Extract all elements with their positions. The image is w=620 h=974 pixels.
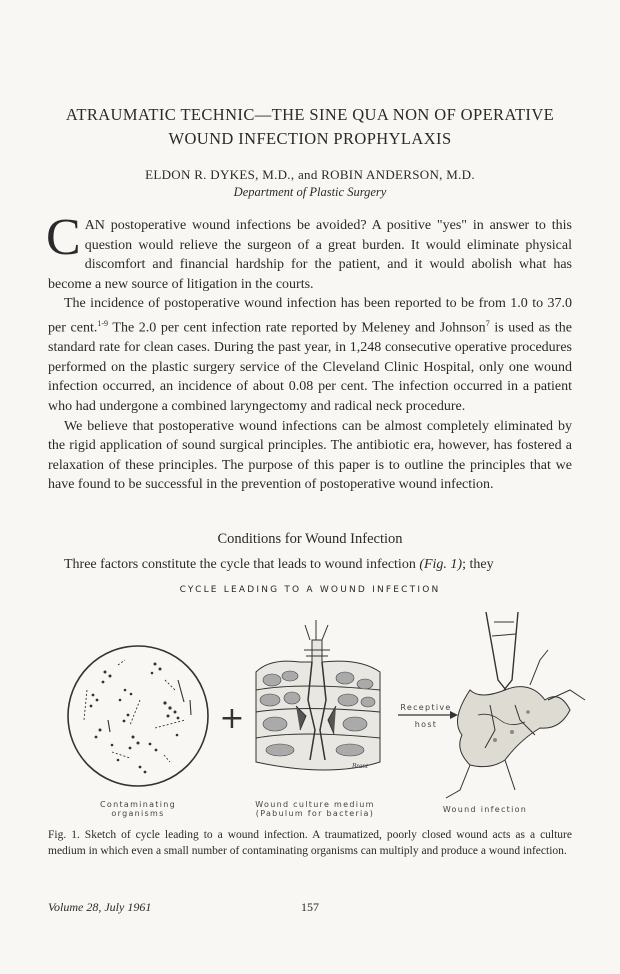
paragraph-2-text-b: The 2.0 per cent infection rate reported by Meleney and Johnson	[108, 320, 486, 336]
page-number: 157	[301, 900, 319, 914]
wound-culture-illustration	[256, 620, 380, 770]
paragraph-2-text-a: The incidence of postoperative wound infection has been reported to be from 1.0 to 37.0 per cent.	[48, 296, 572, 336]
label-contaminating-line-1: Contaminating	[100, 800, 176, 809]
department: Department of Plastic Surgery	[233, 185, 387, 199]
citation-1-9: 1-9	[97, 318, 109, 328]
figure-title: CYCLE LEADING TO A WOUND INFECTION	[179, 585, 441, 595]
artist-signature: Brant	[352, 762, 368, 770]
article-body	[46, 209, 572, 495]
host-label: host	[414, 720, 438, 729]
receptive-label: Receptive	[400, 703, 452, 712]
paragraph-2	[48, 294, 572, 416]
paragraph-3: We believe that postoperative wound infections can be almost completely eliminated by the rigid application of sound surgical principles. The antibiotic era, however, has fostered a relaxation of these principles. The purpose of this paper is to outline the principles that we have found to be successful in the prevention of postoperative wound infection.	[48, 418, 572, 493]
paragraph-1	[46, 209, 572, 294]
authors: ELDON R. DYKES, M.D., and ROBIN ANDERSON, M.D.	[145, 167, 475, 182]
label-medium-line-2: (Pabulum for bacteria)	[255, 809, 375, 818]
petri-dish-illustration	[68, 646, 208, 786]
label-contaminating-organisms	[88, 800, 188, 818]
label-wound-infection: Wound infection	[442, 805, 528, 814]
label-wound-culture-medium	[240, 800, 390, 818]
drop-cap: C	[46, 209, 81, 266]
caption-text: Sketch of cycle leading to a wound infection. A traumatized, poorly closed wound acts as a culture medium in which even a small number of contaminating organisms can multiply and produce a wound infection.	[48, 829, 572, 857]
paragraph-4-text-b: ; they	[462, 557, 494, 572]
footer-volume: Volume 28, July 1961	[48, 900, 152, 914]
paragraph-2-text-c: is used as the standard rate for clean cases. During the past year, in 1,248 consecutive operative procedures performed on the plastic surgery service of the Cleveland Clinic Hospital, only one wound infection occurred, an incidence of about 0.08 per cent. The infection occurred in a patient who had undergone a combined laryngectomy and radical neck procedure.	[48, 320, 572, 414]
figure-illustration	[0, 600, 620, 825]
section-heading: Conditions for Wound Infection	[217, 531, 403, 547]
citation-7: 7	[485, 318, 490, 328]
paragraph-4-text-a: Three factors constitute the cycle that leads to wound infection	[64, 557, 420, 572]
wound-infection-illustration	[446, 612, 585, 798]
figure-reference: (Fig. 1)	[419, 557, 463, 572]
caption-label: Fig. 1.	[48, 829, 80, 841]
figure-caption	[48, 827, 572, 859]
receptive-host-arrow	[398, 711, 458, 719]
plus-sign: +	[219, 701, 245, 736]
title-line-1: ATRAUMATIC TECHNIC—THE SINE QUA NON OF OPERATIVE	[65, 105, 555, 124]
label-medium-line-1: Wound culture medium	[255, 800, 375, 809]
title-line-2: WOUND INFECTION PROPHYLAXIS	[168, 129, 452, 148]
article-title	[40, 103, 580, 151]
label-contaminating-line-2: organisms	[111, 809, 165, 818]
paragraph-1-text: AN postoperative wound infections be avoided? A positive "yes" in answer to this question would relieve the surgeon of a great burden. It would eliminate physical discomfort and financial hardship for the patient, and it would abolish what has become a new source of litigation in the courts.	[48, 218, 572, 292]
paragraph-4	[48, 557, 572, 573]
